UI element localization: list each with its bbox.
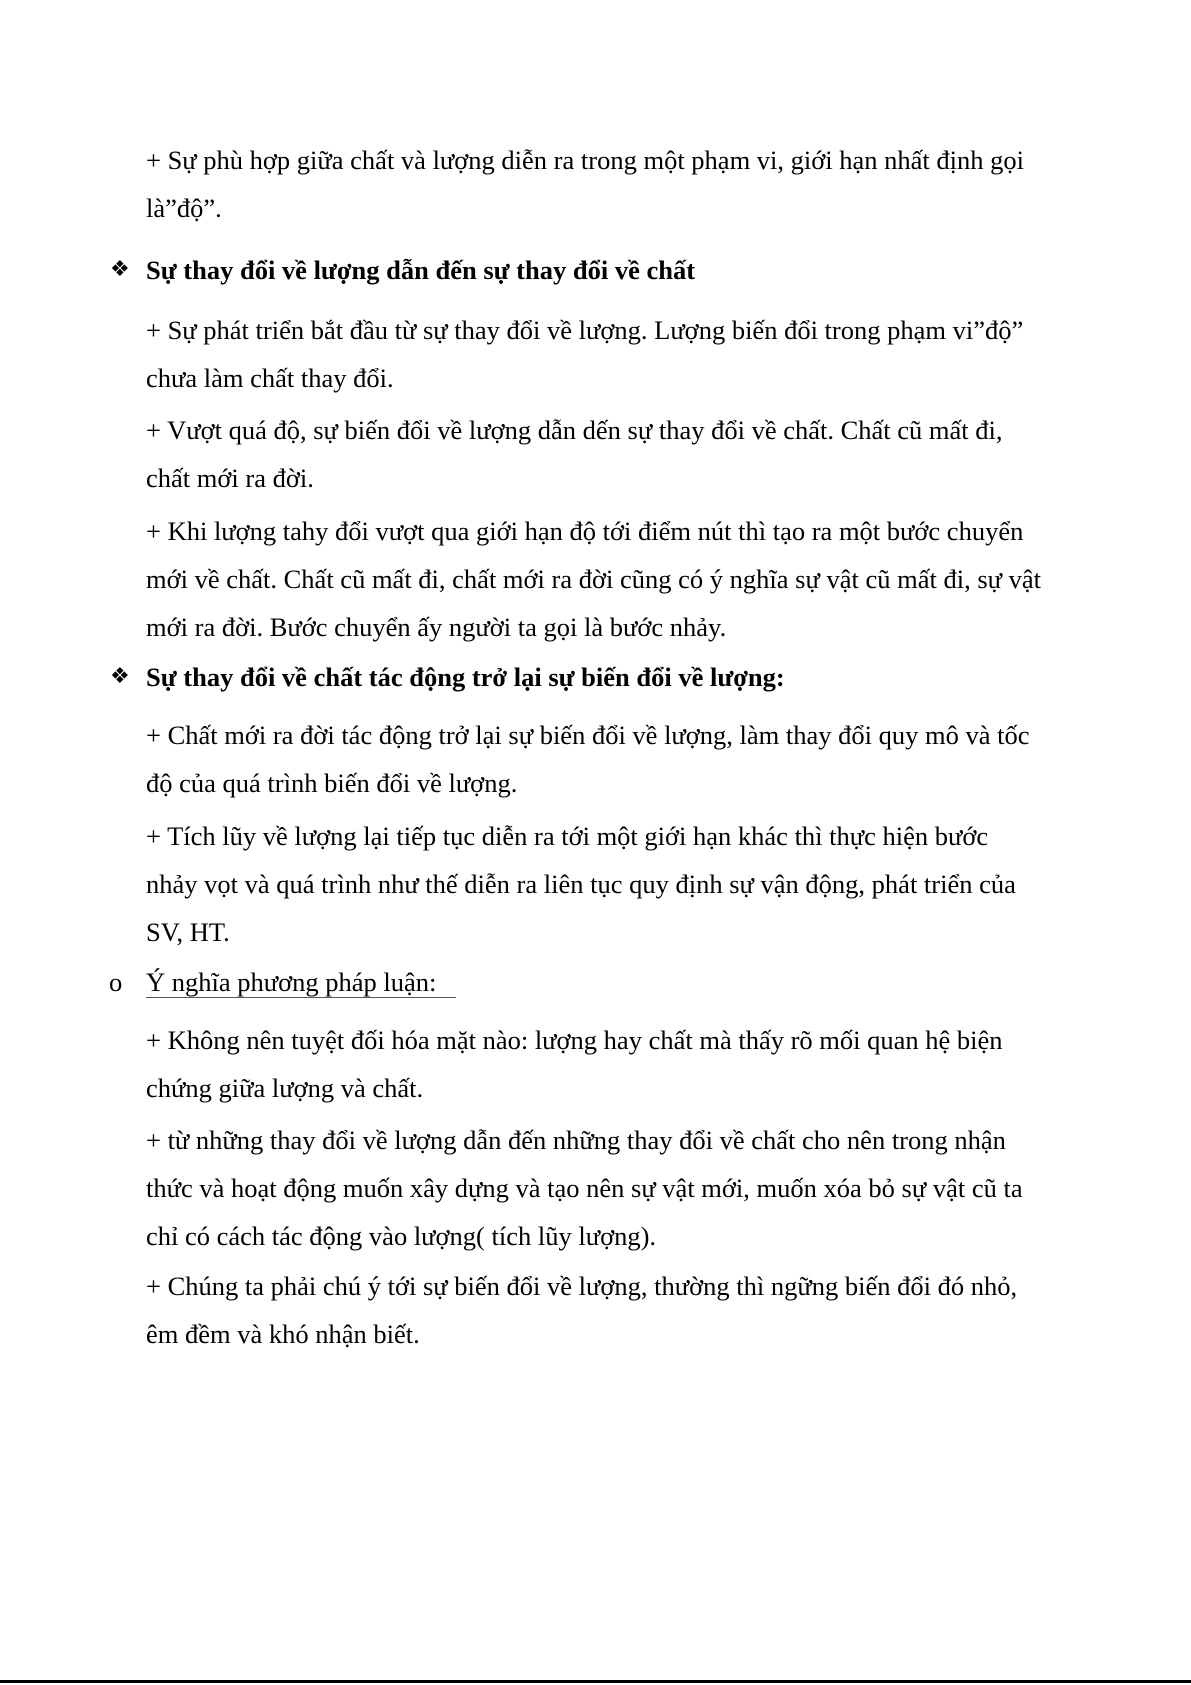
paragraph-attention: + Chúng ta phải chú ý tới sự biến đổi về lượng, thường thì ngững biến đổi đó nhỏ, êm đềm và khó nhận biết. (146, 1271, 1018, 1349)
heading-methodology (146, 958, 1046, 1006)
paragraph-accumulation: + Tích lũy về lượng lại tiếp tục diễn ra tới một giới hạn khác thì thực hiện bước nhảy vọt và quá trình như thế diễn ra liên tục quy định sự vận động, phát triển của SV, HT. (146, 821, 1016, 947)
paragraph-new-quality: + Chất mới ra đời tác động trở lại sự biến đổi về lượng, làm thay đổi quy mô và tốc độ của quá trình biến đổi về lượng. (146, 720, 1030, 798)
circle-bullet: o (109, 967, 123, 997)
paragraph-no-absolutize: + Không nên tuyệt đối hóa mặt nào: lượng hay chất mà thấy rõ mối quan hệ biện chứng giữa lượng và chất. (146, 1025, 1003, 1103)
diamond-bullet-icon: ❖ (110, 257, 130, 282)
page-bottom-rule (0, 1680, 1191, 1683)
paragraph-do-definition: + Sự phù hợp giữa chất và lượng diễn ra trong một phạm vi, giới hạn nhất định gọi là”độ”. (146, 145, 1025, 223)
heading-quantity-to-quality: Sự thay đổi về lượng dẫn đến sự thay đổi về chất (146, 255, 696, 285)
paragraph-change-quantity: + từ những thay đổi về lượng dẫn đến những thay đổi về chất cho nên trong nhận thức và hoạt động muốn xây dựng và tạo nên sự vật mới, muốn xóa bỏ sự vật cũ ta chỉ có cách tác động vào lượng( tích lũy lượng). (146, 1125, 1023, 1251)
paragraph-beyond-do: + Vượt quá độ, sự biến đổi về lượng dẫn dến sự thay đổi về chất. Chất cũ mất đi, chất mới ra đời. (146, 415, 1003, 493)
heading-quality-to-quantity: Sự thay đổi về chất tác động trở lại sự biến đổi về lượng: (146, 662, 785, 692)
diamond-bullet-icon: ❖ (110, 664, 130, 689)
paragraph-development-start: + Sự phát triển bắt đầu từ sự thay đổi về lượng. Lượng biến đổi trong phạm vi”độ” chưa làm chất thay đổi. (146, 315, 1024, 393)
paragraph-nodal-point: + Khi lượng tahy đổi vượt qua giới hạn độ tới điểm nút thì tạo ra một bước chuyển mới về chất. Chất cũ mất đi, chất mới ra đời cũng có ý nghĩa sự vật cũ mất đi, sự vật mới ra đời. Bước chuyển ấy người ta gọi là bước nhảy. (146, 516, 1041, 642)
heading-methodology-text: Ý nghĩa phương pháp luận: (146, 967, 456, 998)
